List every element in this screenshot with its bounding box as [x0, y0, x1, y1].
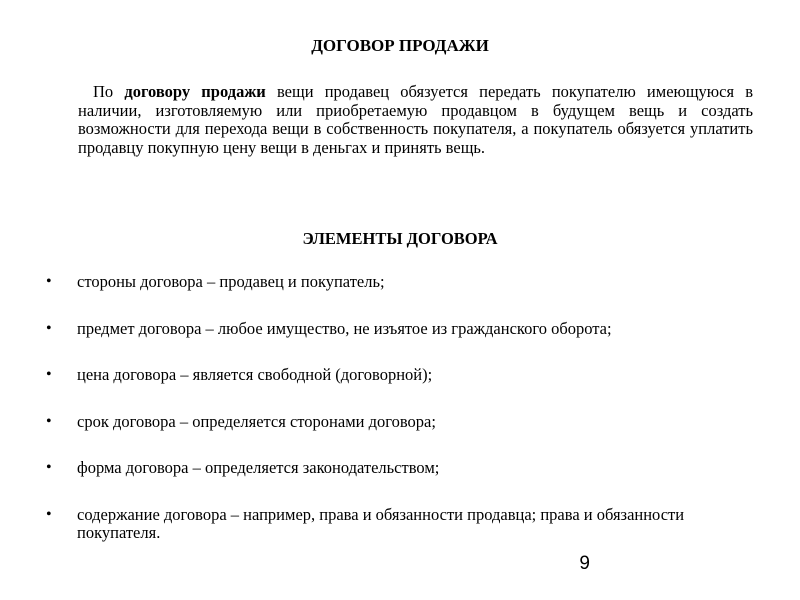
list-item-text: срок договора – определяется сторонами договора; [77, 411, 436, 431]
bullet-icon: • [46, 459, 52, 476]
page-title: ДОГОВОР ПРОДАЖИ [311, 36, 489, 55]
list-item [0, 320, 800, 339]
page-number: 9 [579, 553, 590, 574]
list-item-text: предмет договора – любое имущество, не изъятое из гражданского оборота; [77, 318, 612, 338]
list-item [0, 366, 800, 385]
list-item-text: стороны договора – продавец и покупатель; [77, 272, 385, 291]
definition-text: вещи продавец обязуется передать покупателю имеющуюся в наличии, изготовляемую или приобретаемую продавцом в будущем вещь и создать возможности для перехода вещи в собственность покупателя, а покупатель обязуется уплатить продавцу покупную цену вещи в деньгах и принять вещь. [78, 82, 754, 157]
list-item-text: содержание договора – например, права и обязанности продавца; права и обязанности покупателя. [77, 504, 685, 542]
list-item-text: форма договора – определяется законодательством; [77, 458, 440, 477]
list-item [0, 459, 800, 478]
list-item-text: цена договора – является свободной (договорной); [77, 365, 433, 384]
definition-paragraph [78, 83, 753, 157]
bullet-icon: • [46, 273, 52, 290]
elements-list [0, 273, 800, 571]
bullet-icon: • [46, 366, 52, 383]
definition-term: договору продажи [124, 82, 266, 101]
bullet-icon: • [46, 319, 52, 337]
bullet-icon: • [46, 505, 52, 523]
list-item [0, 273, 800, 292]
definition-lead: По [93, 82, 114, 101]
elements-heading: ЭЛЕМЕНТЫ ДОГОВОРА [302, 229, 498, 248]
list-item [0, 413, 800, 432]
bullet-icon: • [46, 412, 52, 430]
list-item [0, 506, 800, 543]
